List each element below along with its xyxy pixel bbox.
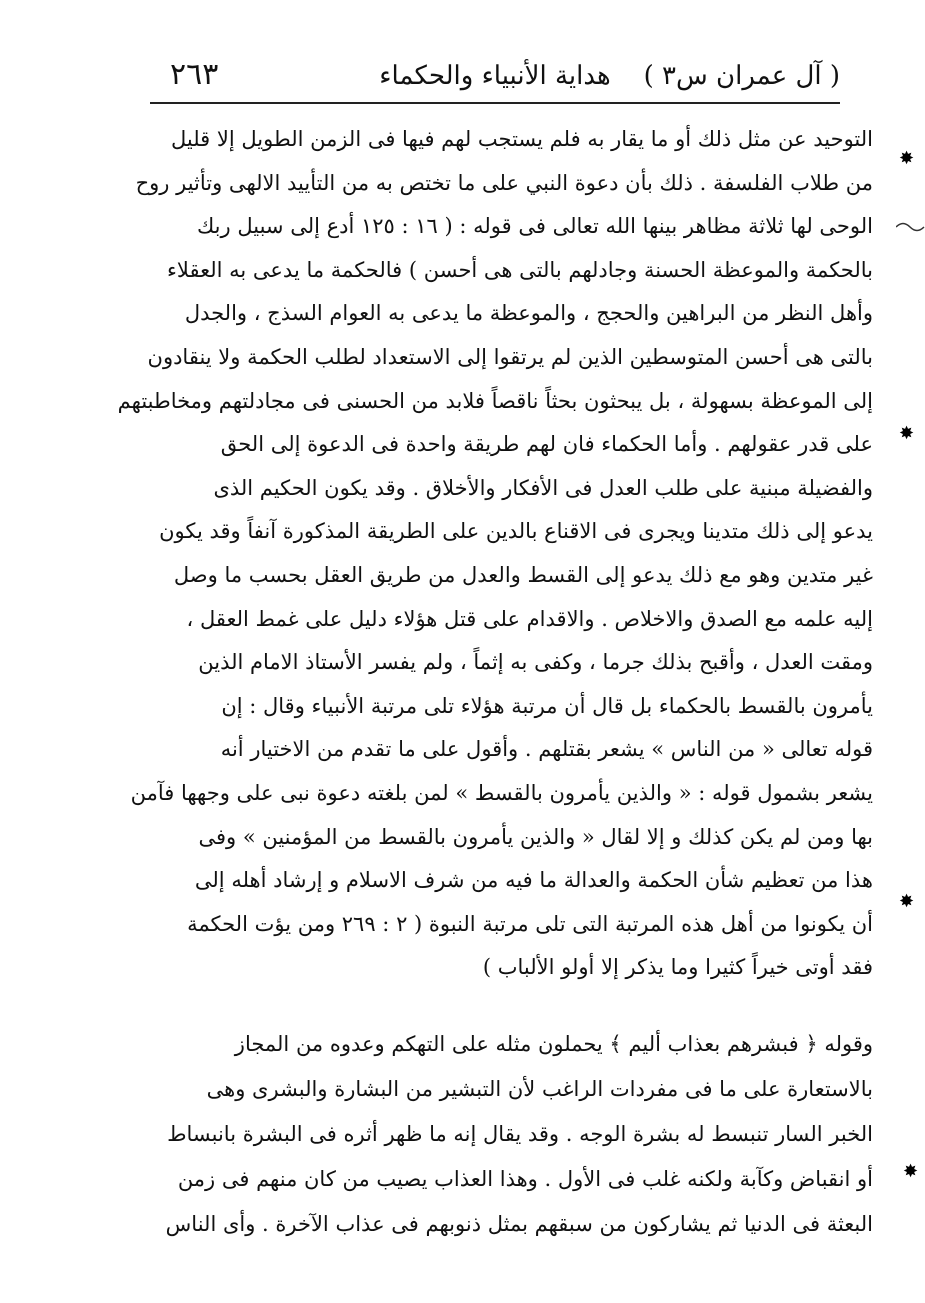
scan-speck-icon: ✸ (903, 1161, 919, 1182)
text-line: يأمرون بالقسط بالحكماء بل قال أن مرتبة هؤلاء تلى مرتبة الأنبياء وقال : إن (221, 693, 873, 718)
text-line: قوله تعالى « من الناس » يشعر بقتلهم . وأقول على ما تقدم من الاختيار أنه (220, 737, 873, 762)
scan-squiggle-icon (896, 220, 925, 234)
text-line: فقد أوتى خيراً كثيرا وما يذكر إلا أولو الألباب ) (482, 955, 873, 980)
page-number: ٢٦٣ (170, 57, 219, 92)
text-line: غير متدين وهو مع ذلك يدعو إلى القسط والعدل من طريق العقل بحسب ما وصل (173, 562, 873, 587)
text-line: والفضيلة مبنية على طلب العدل فى الأفكار والأخلاق . وقد يكون الحكيم الذى (213, 475, 873, 500)
text-line: البعثة فى الدنيا ثم يشاركون من سبقهم بمثل ذنوبهم فى عذاب الآخرة . وأى الناس (165, 1212, 873, 1236)
text-line: الخبر السار تنبسط له بشرة الوجه . وقد يقال إنه ما ظهر أثره فى البشرة بانبساط (167, 1122, 873, 1146)
header-rule (150, 102, 840, 104)
text-line: إلى الموعظة بسهولة ، بل يبحثون بحثاً ناقصاً فلابد من الحسنى فى مجادلتهم ومخاطبتهم (117, 388, 873, 413)
scan-speck-icon: ✸ (899, 148, 915, 169)
text-line: يدعو إلى ذلك متدينا ويجرى فى الاقناع بالدين على الطريقة المذكورة آنفاً وقد يكون (159, 519, 873, 544)
sura-reference: ( آل عمران س٣ ) (643, 61, 840, 91)
text-line: إليه علمه مع الصدق والاخلاص . والاقدام على قتل هؤلاء دليل على غمط العقل ، (186, 606, 873, 631)
text-line: بالحكمة والموعظة الحسنة وجادلهم بالتى هى أحسن ) فالحكمة ما يدعى به العقلاء (167, 257, 873, 282)
text-line: وأهل النظر من البراهين والحجج ، والموعظة ما يدعى به العوام السذج ، والجدل (184, 301, 873, 326)
paragraph-second (95, 1022, 873, 1247)
text-line: بالتى هى أحسن المتوسطين الذين لم يرتقوا إلى الاستعداد لطلب الحكمة ولا ينقادون (147, 344, 873, 369)
page-header (150, 55, 840, 105)
scan-speck-icon: ✸ (899, 891, 915, 912)
text-line: التوحيد عن مثل ذلك أو ما يقار به فلم يستجب لهم فيها فى الزمن الطويل إلا قليل (170, 127, 873, 151)
scan-speck-icon: ✸ (899, 423, 915, 444)
running-title: هداية الأنبياء والحكماء (379, 61, 611, 91)
text-line: بالاستعارة على ما فى مفردات الراغب لأن التبشير من البشارة والبشرى وهى (206, 1077, 873, 1101)
paragraph-main (95, 118, 873, 990)
text-line: يشعر بشمول قوله : « والذين يأمرون بالقسط » لمن بلغته دعوة نبى على وجهها فآمن (130, 780, 873, 805)
text-line: هذا من تعظيم شأن الحكمة والعدالة ما فيه من شرف الاسلام و إرشاد أهله إلى (194, 868, 873, 893)
text-line: ومقت العدل ، وأقبح بذلك جرما ، وكفى به إثماً ، ولم يفسر الأستاذ الامام الذين (198, 650, 873, 675)
text-line: الوحى لها ثلاثة مظاهر بينها الله تعالى فى قوله : ( ١٦ : ١٢٥ أدع إلى سبيل ربك (196, 214, 873, 239)
text-line: من طلاب الفلسفة . ذلك بأن دعوة النبي على ما تختص به من التأييد الالهى وتأثير روح (135, 170, 873, 195)
text-line: على قدر عقولهم . وأما الحكماء فان لهم طريقة واحدة فى الدعوة إلى الحق (220, 432, 873, 457)
text-line: وقوله ﴿ فبشرهم بعذاب أليم ﴾ يحملون مثله على التهكم وعدوه من المجاز (234, 1032, 873, 1056)
text-line: بها ومن لم يكن كذلك و إلا لقال « والذين يأمرون بالقسط من المؤمنين » وفى (198, 824, 873, 849)
text-line: أن يكونوا من أهل هذه المرتبة التى تلى مرتبة النبوة ( ٢ : ٢٦٩ ومن يؤت الحكمة (187, 911, 873, 936)
text-line: أو انقباض وكآبة ولكنه غلب فى الأول . وهذا العذاب يصيب من كان منهم فى زمن (177, 1167, 873, 1191)
